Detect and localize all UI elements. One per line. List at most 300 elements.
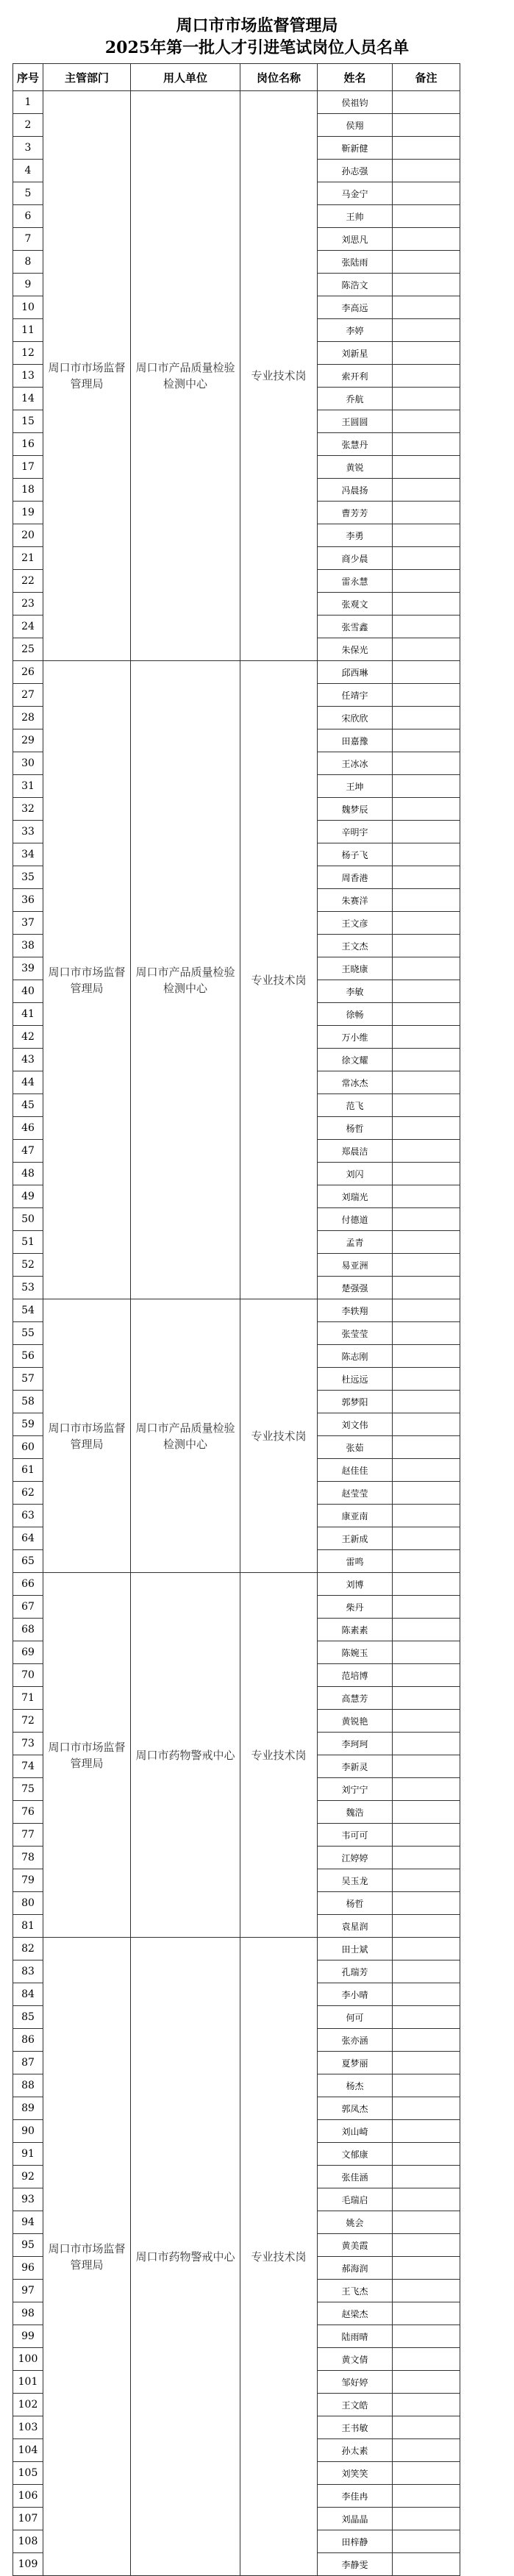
row-index: 25 [13,638,43,661]
remarks-cell [393,2394,460,2416]
position-cell: 专业技术岗 [240,1573,318,1938]
row-index: 82 [13,1938,43,1960]
name-cell: 李珂珂 [318,1733,393,1755]
remarks-cell [393,2553,460,2576]
name-cell: 田士斌 [318,1938,393,1960]
remarks-cell [393,91,460,114]
name-cell: 田梓静 [318,2530,393,2553]
row-index: 34 [13,843,43,866]
row-index: 17 [13,456,43,479]
row-index: 9 [13,274,43,296]
name-cell: 张莹莹 [318,1322,393,1345]
remarks-cell [393,1049,460,1071]
remarks-cell [393,456,460,479]
remarks-cell [393,1482,460,1505]
row-index: 1 [13,91,43,114]
name-cell: 刘宁宁 [318,1778,393,1801]
row-index: 100 [13,2348,43,2371]
name-cell: 刘闪 [318,1163,393,1185]
row-index: 32 [13,798,43,821]
name-cell: 雷永慧 [318,570,393,593]
row-index: 54 [13,1299,43,1322]
remarks-cell [393,2508,460,2530]
name-cell: 冯晨扬 [318,479,393,502]
remarks-cell [393,1117,460,1140]
name-cell: 孟青 [318,1231,393,1254]
name-cell: 江婷婷 [318,1847,393,1869]
remarks-cell [393,2257,460,2280]
name-cell: 郭凤杰 [318,2097,393,2120]
name-cell: 刘瑞光 [318,1185,393,1208]
position-cell: 专业技术岗 [240,91,318,661]
row-index: 33 [13,821,43,843]
name-cell: 李高远 [318,296,393,319]
name-cell: 索开利 [318,365,393,388]
row-index: 62 [13,1482,43,1505]
remarks-cell [393,228,460,251]
name-cell: 刘晶晶 [318,2508,393,2530]
name-cell: 宋欣欣 [318,707,393,729]
header-name: 姓名 [318,64,393,91]
remarks-cell [393,1550,460,1573]
remarks-cell [393,1505,460,1527]
name-cell: 黄锐 [318,456,393,479]
row-index: 106 [13,2485,43,2508]
remarks-cell [393,1710,460,1733]
row-index: 72 [13,1710,43,1733]
remarks-cell [393,182,460,205]
remarks-cell [393,1687,460,1710]
row-index: 91 [13,2143,43,2166]
row-index: 84 [13,1983,43,2006]
row-index: 6 [13,205,43,228]
name-cell: 范培博 [318,1664,393,1687]
position-cell: 专业技术岗 [240,1299,318,1573]
name-cell: 任靖宇 [318,684,393,707]
row-index: 19 [13,502,43,524]
row-index: 88 [13,2074,43,2097]
name-cell: 杨哲 [318,1117,393,1140]
row-index: 102 [13,2394,43,2416]
name-cell: 张亦涵 [318,2029,393,2052]
remarks-cell [393,1596,460,1619]
remarks-cell [393,1801,460,1824]
remarks-cell [393,1527,460,1550]
name-cell: 赵莹莹 [318,1482,393,1505]
remarks-cell [393,729,460,752]
name-cell: 徐文耀 [318,1049,393,1071]
row-index: 98 [13,2302,43,2325]
name-cell: 徐畅 [318,1003,393,1026]
name-cell: 李勇 [318,524,393,547]
remarks-cell [393,1641,460,1664]
remarks-cell [393,935,460,957]
name-cell: 王晓康 [318,957,393,980]
employer-cell: 周口市药物警戒中心 [131,1573,240,1938]
row-index: 50 [13,1208,43,1231]
row-index: 99 [13,2325,43,2348]
remarks-cell [393,570,460,593]
remarks-cell [393,2530,460,2553]
row-index: 90 [13,2120,43,2143]
header-position: 岗位名称 [240,64,318,91]
remarks-cell [393,205,460,228]
remarks-cell [393,1254,460,1277]
row-index: 61 [13,1459,43,1482]
remarks-cell [393,1847,460,1869]
name-cell: 李小晴 [318,1983,393,2006]
name-cell: 毛瑞启 [318,2188,393,2211]
row-index: 108 [13,2530,43,2553]
name-cell: 王飞杰 [318,2280,393,2302]
name-cell: 黄美霞 [318,2234,393,2257]
row-index: 7 [13,228,43,251]
row-index: 31 [13,775,43,798]
roster-table [13,63,460,2576]
remarks-cell [393,1573,460,1596]
remarks-cell [393,1163,460,1185]
name-cell: 辛明宇 [318,821,393,843]
row-index: 2 [13,114,43,137]
row-index: 53 [13,1277,43,1299]
row-index: 38 [13,935,43,957]
name-cell: 王坤 [318,775,393,798]
row-index: 86 [13,2029,43,2052]
remarks-cell [393,2029,460,2052]
row-index: 15 [13,410,43,433]
name-cell: 刘山崎 [318,2120,393,2143]
name-cell: 陆雨晴 [318,2325,393,2348]
name-cell: 赵佳佳 [318,1459,393,1482]
name-cell: 魏浩 [318,1801,393,1824]
remarks-cell [393,2074,460,2097]
remarks-cell [393,957,460,980]
remarks-cell [393,912,460,935]
row-index: 66 [13,1573,43,1596]
name-cell: 商少晨 [318,547,393,570]
row-index: 93 [13,2188,43,2211]
name-cell: 侯祖钧 [318,91,393,114]
employer-cell: 周口市产品质量检验检测中心 [131,1299,240,1573]
remarks-cell [393,2097,460,2120]
remarks-cell [393,889,460,912]
name-cell: 曹芳芳 [318,502,393,524]
row-index: 77 [13,1824,43,1847]
name-cell: 马金宁 [318,182,393,205]
remarks-cell [393,1938,460,1960]
table-row [13,1299,460,1322]
remarks-cell [393,1345,460,1368]
row-index: 79 [13,1869,43,1892]
remarks-cell [393,661,460,684]
row-index: 28 [13,707,43,729]
department-cell: 周口市市场监督管理局 [43,91,131,661]
name-cell: 范飞 [318,1094,393,1117]
name-cell: 杨哲 [318,1892,393,1915]
row-index: 27 [13,684,43,707]
remarks-cell [393,2006,460,2029]
remarks-cell [393,1071,460,1094]
row-index: 103 [13,2416,43,2439]
row-index: 105 [13,2462,43,2485]
remarks-cell [393,1915,460,1938]
remarks-cell [393,1733,460,1755]
name-cell: 王冰冰 [318,752,393,775]
name-cell: 康亚南 [318,1505,393,1527]
name-cell: 李静雯 [318,2553,393,2576]
remarks-cell [393,1299,460,1322]
remarks-cell [393,479,460,502]
row-index: 10 [13,296,43,319]
remarks-cell [393,1664,460,1687]
name-cell: 乔航 [318,388,393,410]
remarks-cell [393,1026,460,1049]
name-cell: 袁星润 [318,1915,393,1938]
remarks-cell [393,775,460,798]
header-index: 序号 [13,64,43,91]
header-department: 主管部门 [43,64,131,91]
row-index: 40 [13,980,43,1003]
row-index: 30 [13,752,43,775]
name-cell: 常冰杰 [318,1071,393,1094]
remarks-cell [393,1208,460,1231]
remarks-cell [393,2166,460,2188]
remarks-cell [393,1824,460,1847]
name-cell: 文郁康 [318,2143,393,2166]
remarks-cell [393,1368,460,1391]
department-cell: 周口市市场监督管理局 [43,1938,131,2576]
table-row [13,1573,460,1596]
row-index: 47 [13,1140,43,1163]
name-cell: 陈素素 [318,1619,393,1641]
name-cell: 侯翔 [318,114,393,137]
remarks-cell [393,752,460,775]
remarks-cell [393,1391,460,1413]
name-cell: 杨杰 [318,2074,393,2097]
name-cell: 邱西琳 [318,661,393,684]
name-cell: 孔瑞芳 [318,1960,393,1983]
row-index: 75 [13,1778,43,1801]
row-index: 81 [13,1915,43,1938]
remarks-cell [393,2325,460,2348]
remarks-cell [393,2052,460,2074]
name-cell: 刘思凡 [318,228,393,251]
remarks-cell [393,365,460,388]
row-index: 16 [13,433,43,456]
name-cell: 王文彦 [318,912,393,935]
row-index: 18 [13,479,43,502]
row-index: 3 [13,137,43,160]
row-index: 22 [13,570,43,593]
name-cell: 杨子飞 [318,843,393,866]
remarks-cell [393,1003,460,1026]
remarks-cell [393,296,460,319]
name-cell: 魏梦辰 [318,798,393,821]
row-index: 23 [13,593,43,616]
row-index: 13 [13,365,43,388]
row-index: 87 [13,2052,43,2074]
department-cell: 周口市市场监督管理局 [43,1573,131,1938]
remarks-cell [393,843,460,866]
name-cell: 楚强强 [318,1277,393,1299]
remarks-cell [393,2348,460,2371]
name-cell: 张茹 [318,1436,393,1459]
row-index: 85 [13,2006,43,2029]
row-index: 76 [13,1801,43,1824]
remarks-cell [393,1231,460,1254]
name-cell: 邹好婷 [318,2371,393,2394]
employer-cell: 周口市产品质量检验检测中心 [131,91,240,661]
row-index: 59 [13,1413,43,1436]
row-index: 74 [13,1755,43,1778]
name-cell: 郭梦阳 [318,1391,393,1413]
name-cell: 姚会 [318,2211,393,2234]
remarks-cell [393,2416,460,2439]
row-index: 41 [13,1003,43,1026]
remarks-cell [393,707,460,729]
row-index: 67 [13,1596,43,1619]
row-index: 107 [13,2508,43,2530]
name-cell: 易亚洲 [318,1254,393,1277]
row-index: 42 [13,1026,43,1049]
name-cell: 雷鸣 [318,1550,393,1573]
table-row [13,661,460,684]
name-cell: 夏梦丽 [318,2052,393,2074]
row-index: 70 [13,1664,43,1687]
row-index: 8 [13,251,43,274]
remarks-cell [393,866,460,889]
remarks-cell [393,137,460,160]
department-cell: 周口市市场监督管理局 [43,1299,131,1573]
row-index: 109 [13,2553,43,2576]
row-index: 49 [13,1185,43,1208]
remarks-cell [393,1960,460,1983]
page-subtitle: 2025年第一批人才引进笔试岗位人员名单 [104,38,410,57]
row-index: 78 [13,1847,43,1869]
header-employer: 用人单位 [131,64,240,91]
remarks-cell [393,547,460,570]
row-index: 57 [13,1368,43,1391]
name-cell: 朱保光 [318,638,393,661]
page-title: 周口市市场监督管理局 [176,16,338,35]
row-index: 83 [13,1960,43,1983]
remarks-cell [393,160,460,182]
name-cell: 郝海润 [318,2257,393,2280]
row-index: 44 [13,1071,43,1094]
row-index: 55 [13,1322,43,1345]
name-cell: 王书敏 [318,2416,393,2439]
row-index: 35 [13,866,43,889]
employer-cell: 周口市药物警戒中心 [131,1938,240,2576]
name-cell: 孙太素 [318,2439,393,2462]
name-cell: 杜远远 [318,1368,393,1391]
name-cell: 李轶翔 [318,1299,393,1322]
row-index: 73 [13,1733,43,1755]
remarks-cell [393,524,460,547]
name-cell: 黄文倩 [318,2348,393,2371]
name-cell: 朱赛洋 [318,889,393,912]
name-cell: 吴玉龙 [318,1869,393,1892]
name-cell: 刘文伟 [318,1413,393,1436]
name-cell: 郑晨洁 [318,1140,393,1163]
header-remarks: 备注 [393,64,460,91]
name-cell: 刘博 [318,1573,393,1596]
row-index: 65 [13,1550,43,1573]
name-cell: 张雪鑫 [318,616,393,638]
name-cell: 柴丹 [318,1596,393,1619]
name-cell: 高慧芳 [318,1687,393,1710]
table-row [13,1938,460,1960]
row-index: 101 [13,2371,43,2394]
row-index: 45 [13,1094,43,1117]
remarks-cell [393,638,460,661]
remarks-cell [393,2188,460,2211]
name-cell: 刘新星 [318,342,393,365]
name-cell: 赵梁杰 [318,2302,393,2325]
remarks-cell [393,1322,460,1345]
remarks-cell [393,2143,460,2166]
remarks-cell [393,798,460,821]
row-index: 43 [13,1049,43,1071]
remarks-cell [393,2120,460,2143]
remarks-cell [393,319,460,342]
row-index: 94 [13,2211,43,2234]
remarks-cell [393,2462,460,2485]
remarks-cell [393,1094,460,1117]
remarks-cell [393,342,460,365]
remarks-cell [393,1869,460,1892]
remarks-cell [393,1436,460,1459]
name-cell: 王文皓 [318,2394,393,2416]
remarks-cell [393,1459,460,1482]
remarks-cell [393,502,460,524]
remarks-cell [393,1140,460,1163]
row-index: 95 [13,2234,43,2257]
department-cell: 周口市市场监督管理局 [43,661,131,1299]
remarks-cell [393,980,460,1003]
remarks-cell [393,1185,460,1208]
table-row [13,91,460,114]
name-cell: 李敏 [318,980,393,1003]
row-index: 39 [13,957,43,980]
row-index: 63 [13,1505,43,1527]
row-index: 64 [13,1527,43,1550]
position-cell: 专业技术岗 [240,661,318,1299]
row-index: 14 [13,388,43,410]
name-cell: 刘笑笑 [318,2462,393,2485]
row-index: 46 [13,1117,43,1140]
row-index: 96 [13,2257,43,2280]
row-index: 12 [13,342,43,365]
row-index: 56 [13,1345,43,1368]
remarks-cell [393,2485,460,2508]
remarks-cell [393,684,460,707]
name-cell: 周香港 [318,866,393,889]
name-cell: 靳新健 [318,137,393,160]
position-cell: 专业技术岗 [240,1938,318,2576]
row-index: 36 [13,889,43,912]
remarks-cell [393,2234,460,2257]
remarks-cell [393,2280,460,2302]
name-cell: 陈浩文 [318,274,393,296]
row-index: 104 [13,2439,43,2462]
row-index: 21 [13,547,43,570]
name-cell: 李佳冉 [318,2485,393,2508]
row-index: 58 [13,1391,43,1413]
row-index: 80 [13,1892,43,1915]
name-cell: 田嘉豫 [318,729,393,752]
remarks-cell [393,410,460,433]
